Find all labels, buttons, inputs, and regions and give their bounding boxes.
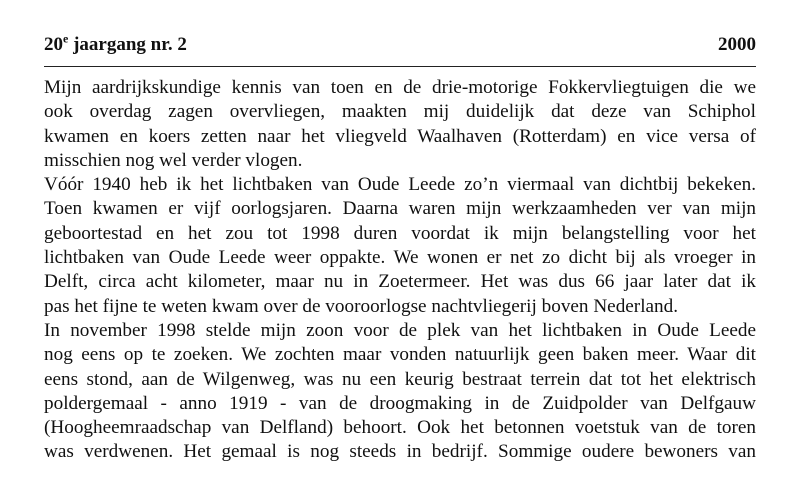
text-line: lichtbaken van Oude Leede weer oppakte. We wonen er net zo dicht bij als vroeger in — [44, 247, 756, 269]
text-line: Delft, circa acht kilometer, maar nu in Zoetermeer. Het was dus 66 jaar later dat ik — [44, 271, 756, 293]
page-header — [44, 31, 756, 62]
header-divider — [44, 66, 756, 67]
year-label: 2000 — [718, 34, 756, 55]
text-line: was verdwenen. Het gemaal is nog steeds in bedrijf. Sommige oudere bewoners van — [44, 441, 756, 463]
text-line: Toen kwamen er vijf oorlogsjaren. Daarna waren mijn werkzaamheden ver van mijn — [44, 198, 756, 220]
text-line: misschien nog wel verder vlogen. — [44, 149, 303, 171]
text-line: Vóór 1940 heb ik het lichtbaken van Oude Leede zo’n viermaal van dichtbij bekeken. — [44, 174, 756, 196]
text-line: pas het fijne te weten kwam over de vooroorlogse nachtvliegerij boven Nederland. — [44, 295, 679, 317]
text-line: eens stond, aan de Wilgenweg, was nu een keurig bestraat terrein dat tot het elektrisch — [44, 368, 756, 390]
volume-label: 20e jaargang nr. 2 — [44, 31, 187, 55]
text-line: Mijn aardrijkskundige kennis van toen en de drie-motorige Fokkervliegtuigen die we — [44, 77, 756, 98]
text-line: nog eens op te zoeken. We zochten maar vonden natuurlijk geen baken meer. Waar dit — [44, 344, 756, 366]
text-line: kwamen en koers zetten naar het vliegveld Waalhaven (Rotterdam) en vice versa of — [44, 125, 756, 147]
article-body — [44, 76, 756, 465]
text-line: geboortestad en het zou tot 1998 duren voordat ik mijn belangstelling voor het — [44, 222, 756, 244]
text-line: ook overdag zagen overvliegen, maakten mij duidelijk dat deze van Schiphol — [44, 101, 756, 123]
text-line: (Hoogheemraadschap van Delfland) behoort. Ook het betonnen voetstuk van de toren — [44, 417, 756, 439]
text-line: In november 1998 stelde mijn zoon voor de plek van het lichtbaken in Oude Leede — [44, 319, 756, 341]
text-line: poldergemaal - anno 1919 - van de droogmaking in de Zuidpolder van Delfgauw — [44, 392, 756, 414]
